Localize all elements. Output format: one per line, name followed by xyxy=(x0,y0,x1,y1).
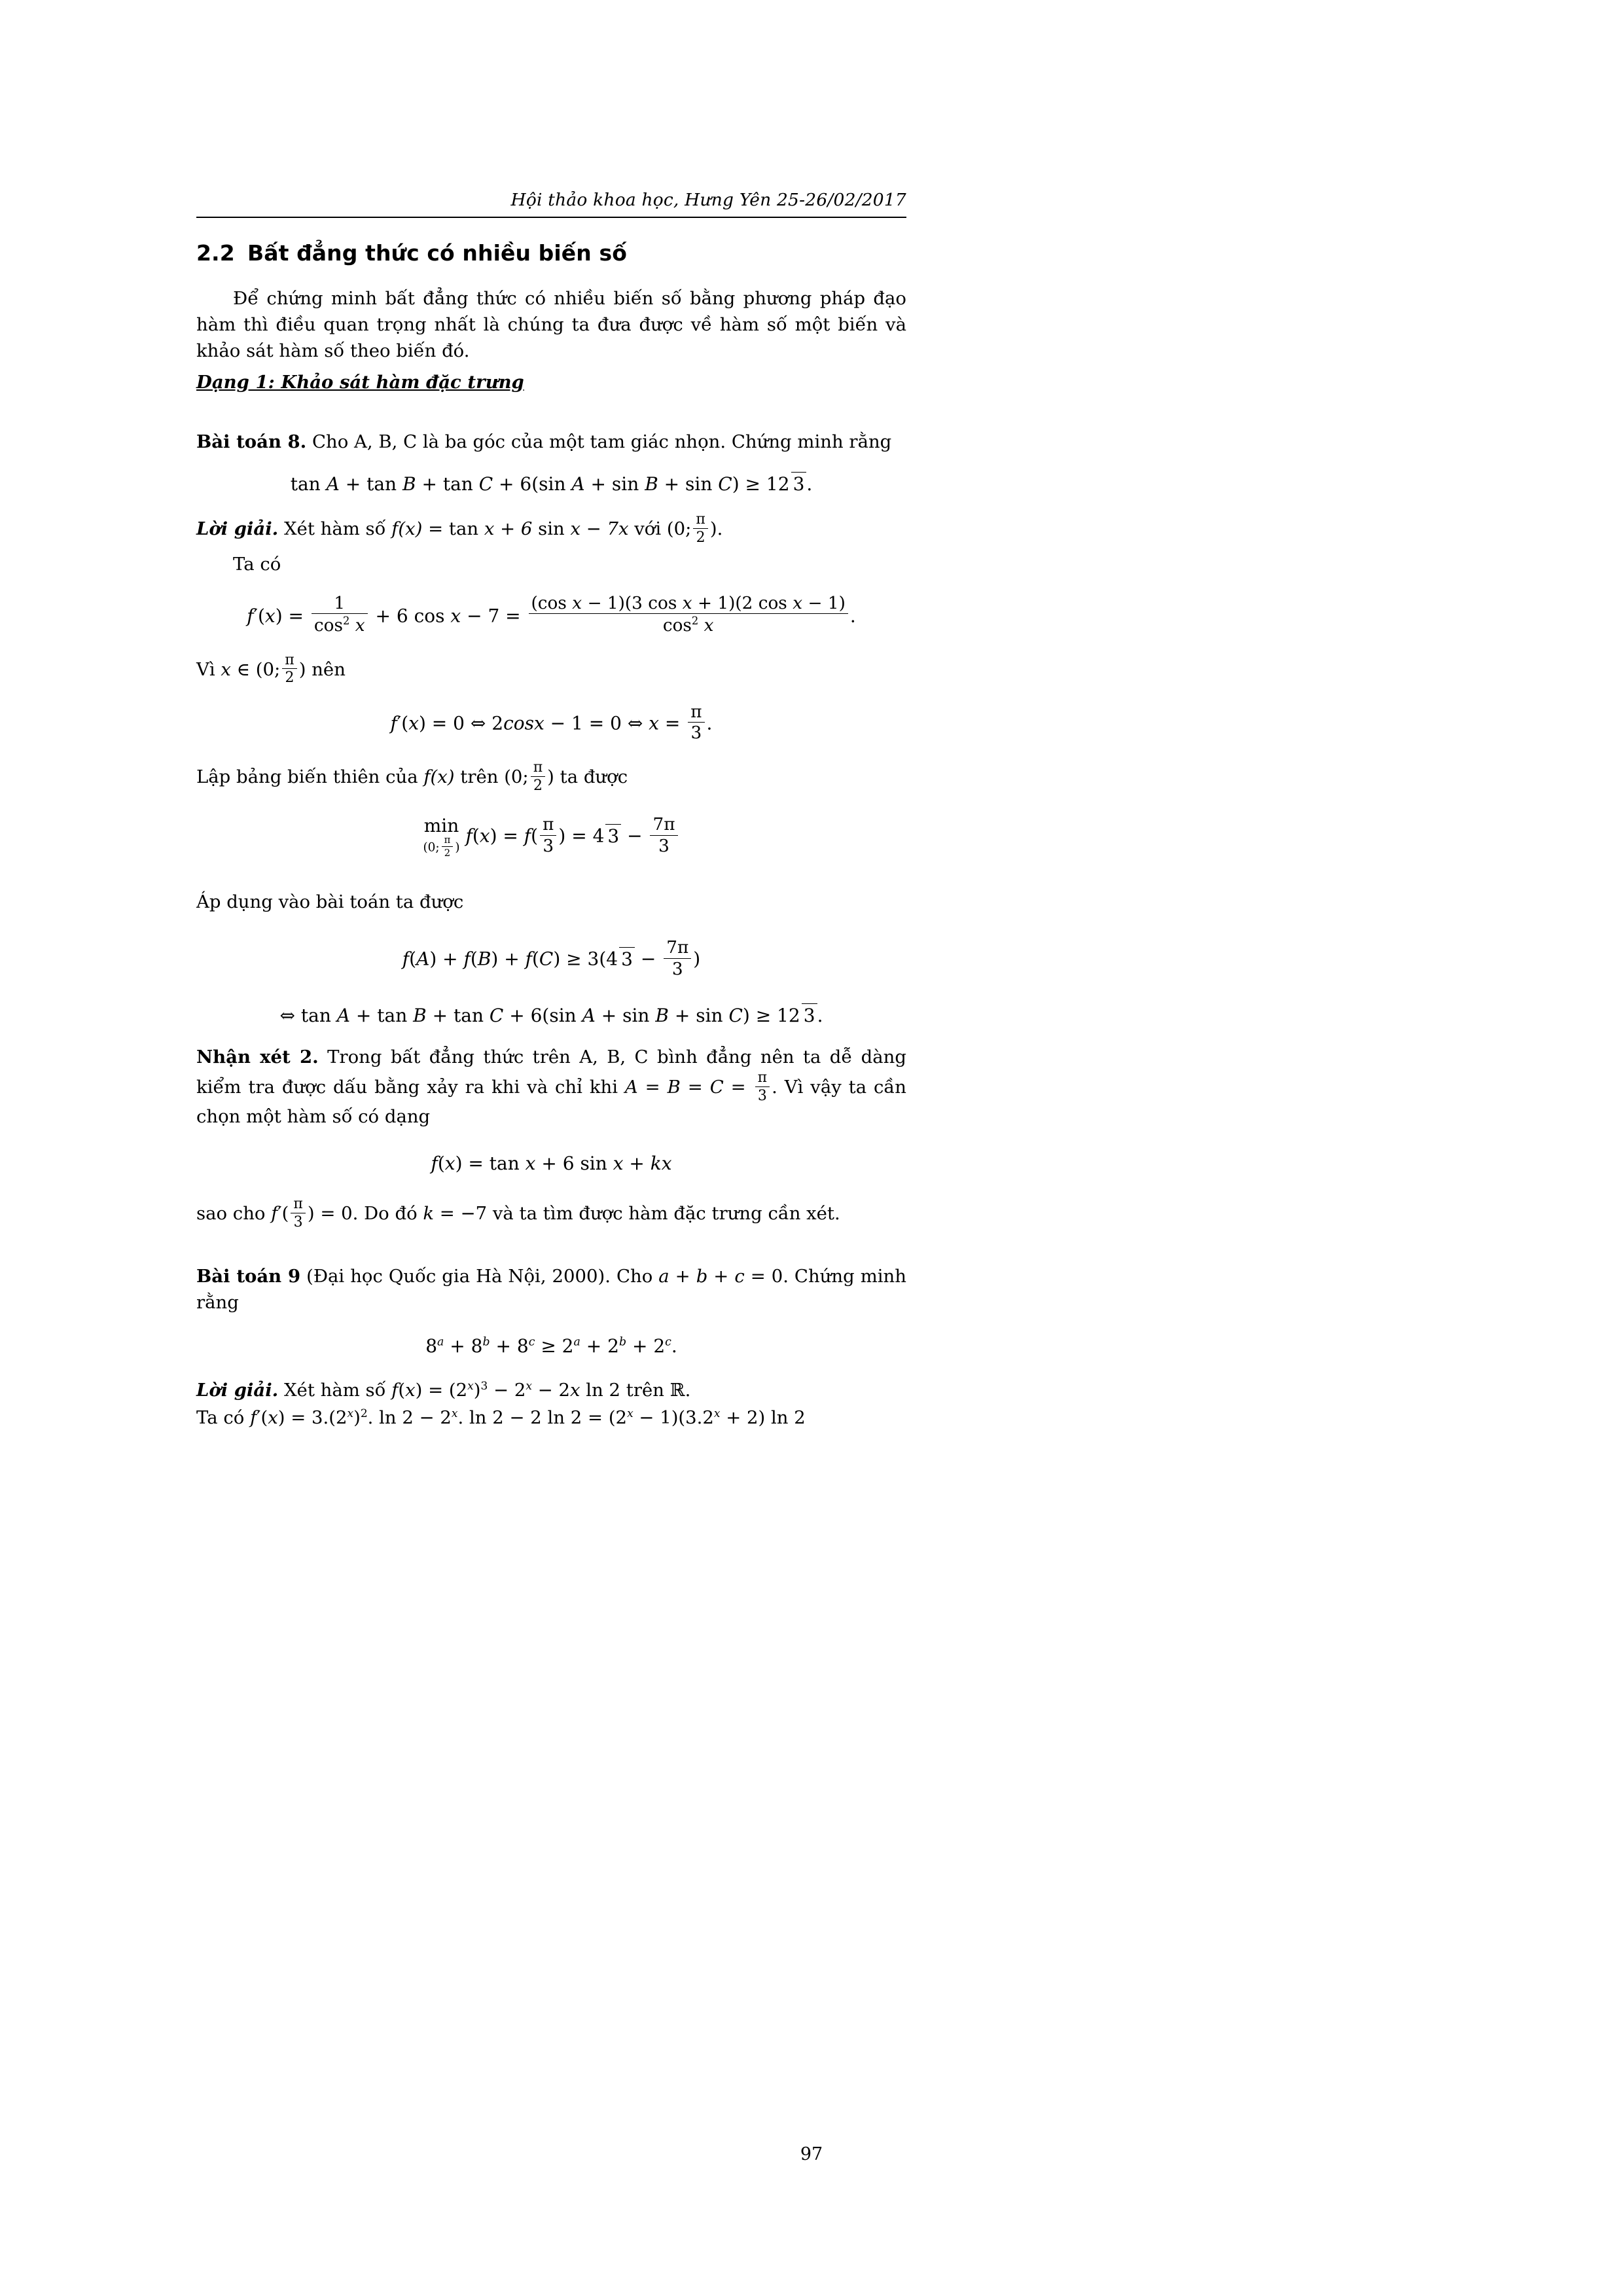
frac-pi-3-b: $\frac{\pi}{3}$ xyxy=(540,816,556,855)
taco9-label: Ta có xyxy=(196,1407,245,1428)
frac-1-cos2x: $\frac{1}{\cos^2 x}$ xyxy=(312,594,368,636)
formula-derivative: f′(x) = $\frac{1}{\cos^2 x}$ + 6 cos x − 7 = $\frac{\text{(cos x − 1)(3 cos x + 1)(2 cos x − 1)}}{\cos^2 x}$ . xyxy=(247,593,856,636)
apdung-line: Áp dụng vào bài toán ta được xyxy=(196,891,464,913)
nen-label: nên xyxy=(312,658,346,680)
solution-9-text-c: . xyxy=(685,1379,691,1401)
saocho-b: = 0. Do đó xyxy=(320,1202,418,1224)
solution-8 xyxy=(196,512,906,546)
saocho-line: sao cho f′( $\frac{\pi}{3}$ ) = 0. Do đó k = −7 và ta tìm được hàm đặc trưng cần xét. xyxy=(196,1196,840,1230)
section-title: Bất đẳng thức có nhiều biến số xyxy=(247,240,627,266)
problem-9-text: Cho xyxy=(616,1265,653,1287)
saocho-c: và ta tìm được hàm đặc trưng cần xét. xyxy=(492,1202,840,1224)
solution-8-function: f(x) = tan x + 6 sin x − 7x xyxy=(391,518,629,540)
solution-8-text-b: với (0; xyxy=(634,518,692,540)
problem-8 xyxy=(196,429,906,455)
frac-7pi-3: $\frac{7\pi}{3}$ xyxy=(650,816,677,855)
page-content xyxy=(196,190,906,1436)
solution-9-label: Lời giải. xyxy=(196,1379,279,1401)
problem-9: Bài toán 9 (Đại học Quốc gia Hà Nội, 2000). Cho a + b + c = 0. Chứng minh rằng xyxy=(196,1265,906,1313)
solution-8-text-c: ). xyxy=(709,518,723,540)
formula-conclusion: ⇔ tan A + tan B + tan C + 6(sin A + sin B + sin C) ≥ 12 3 . xyxy=(279,1005,823,1027)
frac-factored: $\frac{\text{(cos x − 1)(3 cos x + 1)(2 cos x − 1)}}{\cos^2 x}$ xyxy=(529,594,848,636)
problem-9-label: Bài toán 9 xyxy=(196,1265,301,1287)
frac-7pi-3-b: $\frac{7\pi}{3}$ xyxy=(664,939,691,978)
frac-pi-2: $\frac{\pi}{2}$ xyxy=(693,512,707,546)
problem-8-text: Cho A, B, C là ba góc của một tam giác nhọn. Chứng minh rằng xyxy=(312,431,892,452)
saocho-a: sao cho xyxy=(196,1202,266,1224)
intro-paragraph: Để chứng minh bất đẳng thức có nhiều biến số bằng phương pháp đạo hàm thì điều quan trọng nhất là chúng ta đưa được về hàm số một biến và khảo sát hàm số theo biến đó. xyxy=(196,288,906,362)
section-number: 2.2 xyxy=(196,240,235,266)
lapbang-b: trên (0; xyxy=(460,766,529,787)
frac-pi-3-d: $\frac{\pi}{3}$ xyxy=(291,1196,305,1230)
frac-pi-2-b: $\frac{\pi}{2}$ xyxy=(282,653,296,687)
lapbang-c: ) ta được xyxy=(547,766,628,787)
problem-9-text-b: . Chứng minh rằng xyxy=(196,1265,906,1313)
solution-label: Lời giải. xyxy=(196,518,279,540)
solution-9-text-b: trên xyxy=(626,1379,664,1401)
dang1-label: Dạng 1: Khảo sát hàm đặc trưng xyxy=(196,372,524,393)
solution-9: Lời giải. Xét hàm số $f(x) = (2^x)^3 - 2^x - 2x$ ln 2 trên ℝ. xyxy=(196,1379,691,1401)
dang1-line xyxy=(196,369,906,395)
page-number: 97 xyxy=(800,2144,823,2164)
formula-problem-9: $8^a + 8^b + 8^c \ge 2^a + 2^b + 2^c$. xyxy=(425,1335,677,1357)
vi-x-label: Vì xyxy=(196,658,215,680)
solution-9-derivative-line: Ta có $f'(x) = 3.(2^x)^2$. $\ln 2 - 2^x$. ln 2 − 2 $\ln 2 = (2^x - 1)(3.2^x + 2)$ ln 2 xyxy=(196,1407,806,1428)
remark-2-label: Nhận xét 2. xyxy=(196,1046,319,1067)
taco-line: Ta có xyxy=(233,553,281,575)
remark-2: Nhận xét 2. Trong bất đẳng thức trên A, B, C bình đẳng nên ta dễ dàng kiểm tra được dấu bằng xảy ra khi và chỉ khi A = B = C = $\frac{\pi}{3}$ . Vì vậy ta cần chọn một hàm số có dạng xyxy=(196,1046,906,1128)
vi-x-line: Vì x ∈ (0; $\frac{\pi}{2}$ ) nên xyxy=(196,651,346,687)
formula-min-value: min (0; $\frac{\pi}{2}$ ) f(x) = f( $\frac{\pi}{3}$ ) = 4 3 − $\frac{7\pi}{3}$ xyxy=(196,816,906,859)
formula-critical-point: f′(x) = 0 ⇔ 2cosx − 1 = 0 ⇔ x = $\frac{\pi}{3}$ . xyxy=(390,702,713,744)
formula-ineq-main: tan A + tan B + tan C + 6(sin A + sin B + sin C) ≥ 12 3 . xyxy=(290,473,813,495)
remark-2-text-b: . Vì vậy ta cần chọn một hàm số có dạng xyxy=(196,1076,906,1128)
lapbang-a: Lập bảng biến thiên của xyxy=(196,766,418,787)
bang-bien-thien-line: Lập bảng biến thiên của f(x) trên (0; $\frac{\pi}{2}$ ) ta được xyxy=(196,759,628,794)
problem-9-source: (Đại học Quốc gia Hà Nội, 2000). xyxy=(306,1265,611,1287)
frac-pi-3-c: $\frac{\pi}{3}$ xyxy=(755,1070,770,1104)
frac-pi-3: $\frac{\pi}{3}$ xyxy=(688,703,704,743)
problem-8-label: Bài toán 8. xyxy=(196,431,307,452)
remark-2-text: Trong bất đẳng thức trên A, B, C bình đẳng nên ta dễ dàng kiểm tra được dấu bằng xảy ra khi và chỉ khi xyxy=(196,1046,906,1098)
header-rule xyxy=(196,217,906,218)
running-head: Hội thảo khoa học, Hưng Yên 25-26/02/2017 xyxy=(510,190,906,210)
min-operator: min (0; $\frac{\pi}{2}$ ) xyxy=(423,814,460,859)
formula-general-function: f(x) = tan x + 6 sin x + kx xyxy=(431,1152,672,1174)
section-heading xyxy=(196,240,906,266)
formula-apply: f(A) + f(B) + f(C) ≥ 3(4 3 − $\frac{7\pi}{3}$ ) xyxy=(402,938,701,979)
solution-9-text: Xét hàm số xyxy=(283,1379,386,1401)
frac-pi-2-c: $\frac{\pi}{2}$ xyxy=(531,760,545,794)
solution-8-text: Xét hàm số xyxy=(283,518,386,540)
